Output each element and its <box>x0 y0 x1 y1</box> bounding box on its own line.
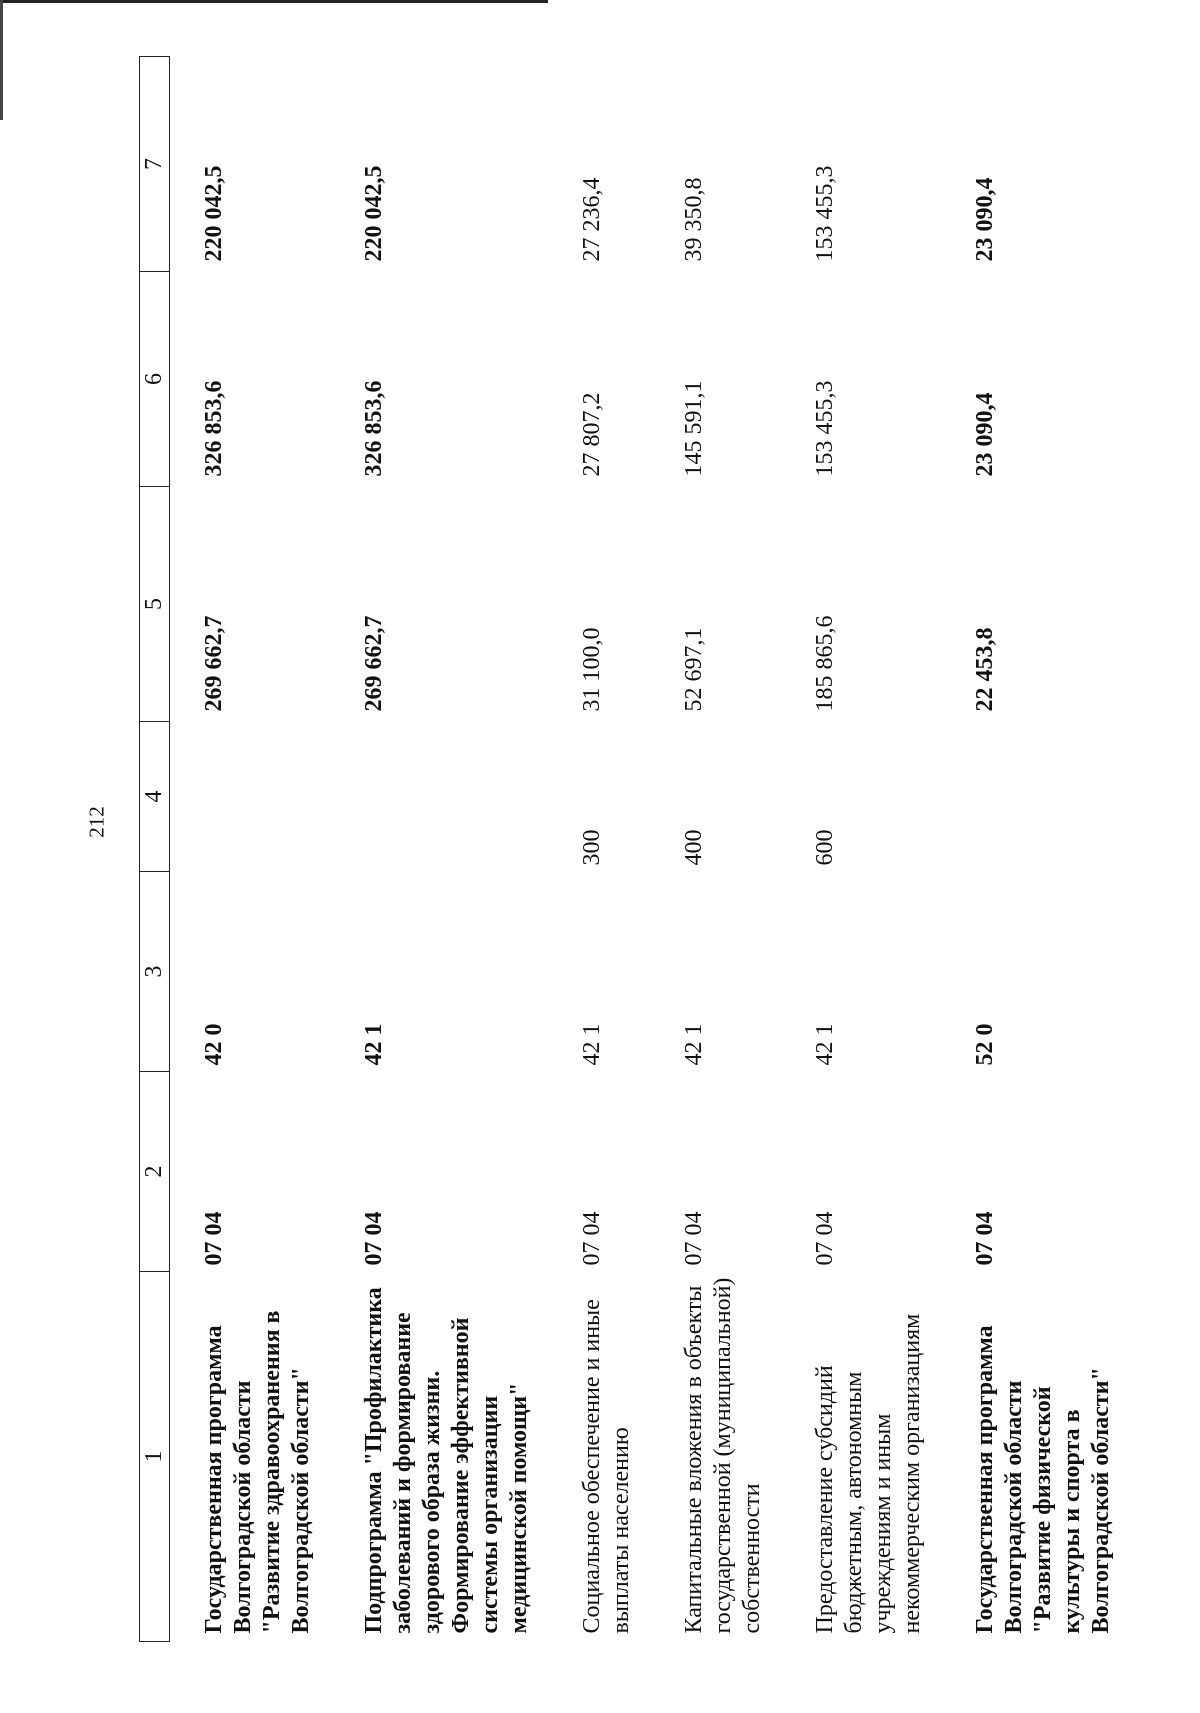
row-name: Государственная программа Волгоградской области "Развитие физической культуры и спорта в Волгоградской области" <box>972 1325 1114 1634</box>
row-expense-type: 300 <box>579 829 605 866</box>
table-row <box>548 57 650 1642</box>
header-col-2: 2 <box>140 1072 170 1272</box>
table-row <box>650 57 781 1642</box>
header-col-5: 5 <box>140 487 170 722</box>
page-number: 212 <box>84 806 109 838</box>
row-value-5: 185 865,6 <box>812 615 838 712</box>
row-section-code: 07 04 <box>681 1211 707 1266</box>
scan-edge-top <box>0 0 548 3</box>
header-col-4: 4 <box>140 722 170 872</box>
row-value-6: 145 591,1 <box>681 380 707 477</box>
scan-edge-left <box>0 0 3 120</box>
row-value-5: 31 100,0 <box>579 627 605 712</box>
header-col-7: 7 <box>140 57 170 272</box>
row-expense-type <box>170 722 331 872</box>
budget-table <box>139 57 1114 1642</box>
row-value-6: 326 853,6 <box>201 380 227 477</box>
row-value-6: 27 807,2 <box>579 392 605 477</box>
row-section-code: 07 04 <box>579 1211 605 1266</box>
row-target-code: 42 0 <box>201 1023 227 1066</box>
row-target-code: 42 1 <box>579 1023 605 1066</box>
row-name: Предоставление субсидий бюджетным, автономным учреждениям и иным некоммерческим организациям <box>812 1313 925 1634</box>
header-col-3: 3 <box>140 872 170 1072</box>
row-value-5: 269 662,7 <box>201 615 227 712</box>
row-value-5: 52 697,1 <box>681 627 707 712</box>
row-expense-type: 600 <box>812 829 838 866</box>
row-section-code: 07 04 <box>361 1211 387 1266</box>
row-section-code: 07 04 <box>972 1211 998 1266</box>
row-name: Подпрограмма "Профилактика заболеваний и формирование здорового образа жизни. Формирование эффективной системы организации медицинской помощи" <box>361 1287 532 1634</box>
row-section-code: 07 04 <box>812 1211 838 1266</box>
row-value-7: 39 350,8 <box>681 177 707 262</box>
table-row <box>941 57 1130 1642</box>
row-value-5: 22 453,8 <box>972 627 998 712</box>
header-col-6: 6 <box>140 272 170 487</box>
row-target-code: 42 1 <box>361 1023 387 1066</box>
row-value-7: 153 455,3 <box>812 165 838 262</box>
table-row <box>781 57 941 1642</box>
table-row <box>170 57 331 1642</box>
row-section-code: 07 04 <box>201 1211 227 1266</box>
row-target-code: 42 1 <box>681 1023 707 1066</box>
row-target-code: 52 0 <box>972 1023 998 1066</box>
row-name: Социальное обеспечение и иные выплаты населению <box>579 1299 634 1634</box>
row-expense-type <box>941 722 1130 872</box>
row-value-6: 23 090,4 <box>972 392 998 477</box>
row-value-7: 220 042,5 <box>361 165 387 262</box>
row-value-5: 269 662,7 <box>361 615 387 712</box>
row-expense-type: 400 <box>681 829 707 866</box>
row-value-6: 153 455,3 <box>812 380 838 477</box>
row-value-7: 220 042,5 <box>201 165 227 262</box>
header-row <box>140 57 170 1642</box>
row-expense-type <box>330 722 548 872</box>
row-value-7: 23 090,4 <box>972 177 998 262</box>
table-row <box>330 57 548 1642</box>
row-value-7: 27 236,4 <box>579 177 605 262</box>
row-name: Государственная программа Волгоградской области "Развитие здравоохранения в Волгоградской области" <box>201 1310 314 1634</box>
row-name: Капитальные вложения в объекты государственной (муниципальной) собственности <box>681 1277 765 1634</box>
row-value-6: 326 853,6 <box>361 380 387 477</box>
header-col-1: 1 <box>140 1272 170 1642</box>
row-target-code: 42 1 <box>812 1023 838 1066</box>
